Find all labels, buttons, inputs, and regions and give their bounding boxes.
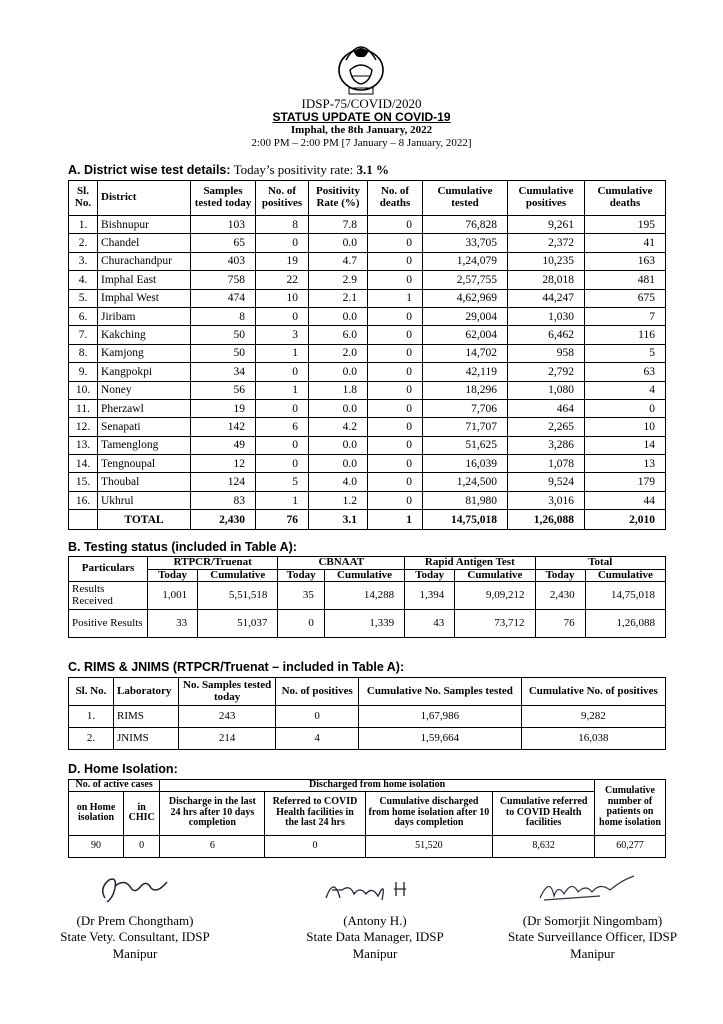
table-cell: 34 <box>191 363 256 381</box>
table-cell: 11. <box>69 399 98 417</box>
table-cell: 16,038 <box>521 728 665 750</box>
group-cbnaat: CBNAAT <box>278 557 405 570</box>
column-header: Cumulative No. Samples tested <box>359 678 521 706</box>
table-cell: 1,078 <box>508 455 585 473</box>
table-cell: 6 <box>256 418 309 436</box>
table-cell: 8,632 <box>493 835 595 857</box>
col-samples: Samples tested today <box>191 181 256 216</box>
table-cell: 103 <box>191 216 256 234</box>
subheader-today: Today <box>148 569 198 582</box>
group-total: Total <box>535 557 665 570</box>
table-row <box>69 728 666 750</box>
table-cell: 14,702 <box>423 344 508 362</box>
table-cell: 35 <box>278 582 325 610</box>
table-cell: Jiribam <box>98 307 191 325</box>
table-cell: 3,016 <box>508 491 585 509</box>
table-cell: 179 <box>585 473 666 491</box>
table-cell: 4 <box>276 728 359 750</box>
total-cell: 2,010 <box>585 510 666 530</box>
table-cell: 464 <box>508 399 585 417</box>
table-row <box>69 381 666 399</box>
table-cell: 2. <box>69 728 114 750</box>
table-cell: 44,247 <box>508 289 585 307</box>
table-cell: 51,037 <box>198 610 278 638</box>
table-cell: 19 <box>256 252 309 270</box>
table-cell: 6. <box>69 307 98 325</box>
total-cell: 14,75,018 <box>423 510 508 530</box>
table-cell: 0 <box>368 271 423 289</box>
total-cell <box>69 510 98 530</box>
table-cell: 1,59,664 <box>359 728 521 750</box>
table-row <box>69 473 666 491</box>
table-cell: 12. <box>69 418 98 436</box>
table-row <box>69 491 666 509</box>
subheader-cumulative: Cumulative <box>585 569 665 582</box>
col-district: District <box>98 181 191 216</box>
table-cell: 4. <box>69 271 98 289</box>
subcolumn-header: Cumulative discharged from home isolation after 10 days completion <box>365 791 493 835</box>
signatory-3 <box>490 913 695 962</box>
table-cell: 1,030 <box>508 307 585 325</box>
discharged-header: Discharged from home isolation <box>160 780 595 792</box>
table-cell: 0.0 <box>309 455 368 473</box>
table-cell: 5 <box>256 473 309 491</box>
total-cell: 1 <box>368 510 423 530</box>
column-header: Cumulative No. of positives <box>521 678 665 706</box>
total-cell: 76 <box>256 510 309 530</box>
signature-prem-chongtham <box>95 868 175 908</box>
table-cell: 12 <box>191 455 256 473</box>
table-row <box>69 610 666 638</box>
table-row <box>69 307 666 325</box>
table-cell: 49 <box>191 436 256 454</box>
table-cell: RIMS <box>114 706 179 728</box>
table-cell: 3 <box>256 326 309 344</box>
subcolumn-header: Discharge in the last 24 hrs after 10 days completion <box>160 791 265 835</box>
table-row <box>69 582 666 610</box>
table-cell: 214 <box>179 728 276 750</box>
group-rat: Rapid Antigen Test <box>405 557 535 570</box>
table-cell: 8 <box>191 307 256 325</box>
table-cell: 14. <box>69 455 98 473</box>
signatory-1 <box>40 913 230 962</box>
table-cell: 2.1 <box>309 289 368 307</box>
table-cell: 7,706 <box>423 399 508 417</box>
table-row <box>69 271 666 289</box>
signatory-1-place: Manipur <box>112 945 158 961</box>
table-cell: 16. <box>69 491 98 509</box>
table-cell: 0 <box>256 436 309 454</box>
table-cell: 1. <box>69 216 98 234</box>
table-cell: 10,235 <box>508 252 585 270</box>
home-isolation-table <box>68 779 666 858</box>
rims-jnims-table <box>68 677 666 750</box>
table-row <box>69 418 666 436</box>
row-label: Results Received <box>69 582 148 610</box>
table-cell: 0 <box>256 399 309 417</box>
table-cell: 0.0 <box>309 399 368 417</box>
table-cell: 0 <box>368 216 423 234</box>
signatory-2 <box>290 913 460 962</box>
table-cell: 0 <box>256 307 309 325</box>
table-cell: 4,62,969 <box>423 289 508 307</box>
subheader-today: Today <box>278 569 325 582</box>
table-cell: 2,57,755 <box>423 271 508 289</box>
table-cell: 60,277 <box>595 835 666 857</box>
table-cell: 83 <box>191 491 256 509</box>
table-cell: 2.9 <box>309 271 368 289</box>
table-cell: 481 <box>585 271 666 289</box>
table-cell: 0 <box>368 252 423 270</box>
table-cell: 163 <box>585 252 666 270</box>
table-cell: 1 <box>256 491 309 509</box>
table-cell: 73,712 <box>455 610 535 638</box>
table-cell: 0 <box>256 363 309 381</box>
table-cell: 15. <box>69 473 98 491</box>
table-cell: 0 <box>124 835 160 857</box>
table-cell: 1,26,088 <box>585 610 665 638</box>
table-cell: 62,004 <box>423 326 508 344</box>
table-cell: 9,524 <box>508 473 585 491</box>
district-test-table <box>68 180 666 530</box>
table-cell: Senapati <box>98 418 191 436</box>
subheader-cumulative: Cumulative <box>324 569 404 582</box>
table-cell: 3. <box>69 252 98 270</box>
table-row <box>69 455 666 473</box>
table-cell: 8 <box>256 216 309 234</box>
subheader-today: Today <box>405 569 455 582</box>
table-cell: 5,51,518 <box>198 582 278 610</box>
signatory-3-designation: State Surveillance Officer, IDSP <box>508 929 677 945</box>
table-cell: 9. <box>69 363 98 381</box>
total-cell: TOTAL <box>98 510 191 530</box>
table-cell: 7.8 <box>309 216 368 234</box>
table-cell: 6 <box>160 835 265 857</box>
table-cell: 0.0 <box>309 234 368 252</box>
section-b-heading: B. Testing status (included in Table A): <box>68 540 297 554</box>
table-cell: 71,707 <box>423 418 508 436</box>
table-cell: Churachandpur <box>98 252 191 270</box>
table-cell: 3,286 <box>508 436 585 454</box>
table-cell: 1 <box>368 289 423 307</box>
table-cell: 13 <box>585 455 666 473</box>
signatory-3-name: (Dr Somorjit Ningombam) <box>522 913 663 928</box>
table-cell: 0 <box>368 436 423 454</box>
table-cell: 9,09,212 <box>455 582 535 610</box>
document-reference: IDSP-75/COVID/2020 <box>301 96 422 111</box>
table-cell: 43 <box>405 610 455 638</box>
table-cell: 0 <box>368 455 423 473</box>
section-d-heading: D. Home Isolation: <box>68 762 178 776</box>
table-cell: 0 <box>368 307 423 325</box>
column-header: Laboratory <box>114 678 179 706</box>
table-cell: 50 <box>191 344 256 362</box>
column-header: Sl. No. <box>69 678 114 706</box>
subheader-cumulative: Cumulative <box>198 569 278 582</box>
total-cell: 1,26,088 <box>508 510 585 530</box>
table-cell: Ukhrul <box>98 491 191 509</box>
table-cell: 1,080 <box>508 381 585 399</box>
table-row <box>69 234 666 252</box>
table-cell: 1,339 <box>324 610 404 638</box>
signatory-2-name: (Antony H.) <box>343 913 407 928</box>
table-cell: 1. <box>69 706 114 728</box>
table-cell: 14,75,018 <box>585 582 665 610</box>
table-row <box>69 289 666 307</box>
table-cell: 0 <box>368 326 423 344</box>
testing-status-table <box>68 556 666 638</box>
table-cell: 4.0 <box>309 473 368 491</box>
table-cell: 1,67,986 <box>359 706 521 728</box>
table-cell: 9,282 <box>521 706 665 728</box>
table-cell: Chandel <box>98 234 191 252</box>
column-header: No. Samples tested today <box>179 678 276 706</box>
table-cell: 0 <box>368 381 423 399</box>
time-line: 2:00 PM – 2:00 PM [7 January – 8 January, 2022] <box>251 137 472 149</box>
table-cell: 18,296 <box>423 381 508 399</box>
table-cell: 0 <box>265 835 365 857</box>
table-cell: 14 <box>585 436 666 454</box>
table-cell: 5. <box>69 289 98 307</box>
table-cell: 1.8 <box>309 381 368 399</box>
table-cell: 29,004 <box>423 307 508 325</box>
table-row <box>69 344 666 362</box>
section-c-heading: C. RIMS & JNIMS (RTPCR/Truenat – included in Table A): <box>68 660 405 674</box>
table-cell: Kangpokpi <box>98 363 191 381</box>
table-cell: 41 <box>585 234 666 252</box>
table-cell: 76 <box>535 610 585 638</box>
table-cell: 33 <box>148 610 198 638</box>
table-cell: 28,018 <box>508 271 585 289</box>
table-cell: 19 <box>191 399 256 417</box>
table-cell: 0 <box>256 234 309 252</box>
table-cell: 22 <box>256 271 309 289</box>
table-cell: 8. <box>69 344 98 362</box>
table-cell: 13. <box>69 436 98 454</box>
table-cell: 7. <box>69 326 98 344</box>
table-cell: 0 <box>368 399 423 417</box>
table-cell: 1 <box>256 344 309 362</box>
table-cell: 9,261 <box>508 216 585 234</box>
row-label: Positive Results <box>69 610 148 638</box>
table-cell: 0 <box>368 363 423 381</box>
table-cell: 958 <box>508 344 585 362</box>
table-cell: Bishnupur <box>98 216 191 234</box>
col-rate: Positivity Rate (%) <box>309 181 368 216</box>
col-cum-deaths: Cumulative deaths <box>585 181 666 216</box>
signatory-1-designation: State Vety. Consultant, IDSP <box>60 929 210 945</box>
table-cell: 142 <box>191 418 256 436</box>
table-cell: JNIMS <box>114 728 179 750</box>
table-cell: Thoubal <box>98 473 191 491</box>
table-cell: 81,980 <box>423 491 508 509</box>
table-cell: 16,039 <box>423 455 508 473</box>
group-rtpcr: RTPCR/Truenat <box>148 557 278 570</box>
signatory-2-designation: State Data Manager, IDSP <box>306 929 444 945</box>
table-cell: 2,372 <box>508 234 585 252</box>
subheader-cumulative: Cumulative <box>455 569 535 582</box>
col-cum-positives: Cumulative positives <box>508 181 585 216</box>
table-cell: 2,430 <box>535 582 585 610</box>
table-cell: 10 <box>256 289 309 307</box>
subheader-today: Today <box>535 569 585 582</box>
table-cell: 2,265 <box>508 418 585 436</box>
table-cell: 0 <box>368 491 423 509</box>
table-cell: 6.0 <box>309 326 368 344</box>
total-row <box>69 510 666 530</box>
table-cell: 1,001 <box>148 582 198 610</box>
table-cell: 76,828 <box>423 216 508 234</box>
table-cell: 42,119 <box>423 363 508 381</box>
signatory-1-name: (Dr Prem Chongtham) <box>76 913 194 928</box>
cumulative-patients-header: Cumulative number of patients on home isolation <box>595 780 666 836</box>
table-cell: 5 <box>585 344 666 362</box>
table-cell: 63 <box>585 363 666 381</box>
table-cell: 4.2 <box>309 418 368 436</box>
table-cell: 0.0 <box>309 436 368 454</box>
col-deaths: No. of deaths <box>368 181 423 216</box>
table-cell: Imphal West <box>98 289 191 307</box>
subcolumn-header: in CHIC <box>124 791 160 835</box>
table-cell: 124 <box>191 473 256 491</box>
table-row <box>69 363 666 381</box>
signature-antony <box>320 872 420 906</box>
table-cell: 0 <box>368 418 423 436</box>
table-cell: 0 <box>585 399 666 417</box>
table-cell: 0 <box>368 234 423 252</box>
table-cell: 33,705 <box>423 234 508 252</box>
table-cell: 44 <box>585 491 666 509</box>
table-cell: 50 <box>191 326 256 344</box>
table-cell: 2,792 <box>508 363 585 381</box>
subcolumn-header: Cumulative referred to COVID Health facilities <box>493 791 595 835</box>
active-cases-header: No. of active cases <box>69 780 160 792</box>
table-cell: 10 <box>585 418 666 436</box>
table-cell: 65 <box>191 234 256 252</box>
table-cell: 1,24,079 <box>423 252 508 270</box>
table-cell: 51,625 <box>423 436 508 454</box>
total-cell: 3.1 <box>309 510 368 530</box>
col-sl: Sl. No. <box>69 181 98 216</box>
subcolumn-header: on Home isolation <box>69 791 124 835</box>
table-cell: 7 <box>585 307 666 325</box>
table-cell: 1 <box>256 381 309 399</box>
table-cell: 51,520 <box>365 835 493 857</box>
table-cell: Pherzawl <box>98 399 191 417</box>
table-cell: 403 <box>191 252 256 270</box>
table-cell: 758 <box>191 271 256 289</box>
table-cell: Imphal East <box>98 271 191 289</box>
table-cell: 0.0 <box>309 307 368 325</box>
particulars-header: Particulars <box>69 557 148 582</box>
table-cell: 10. <box>69 381 98 399</box>
table-cell: 4 <box>585 381 666 399</box>
table-cell: 195 <box>585 216 666 234</box>
table-cell: 675 <box>585 289 666 307</box>
table-cell: Noney <box>98 381 191 399</box>
table-cell: Kamjong <box>98 344 191 362</box>
table-cell: 14,288 <box>324 582 404 610</box>
table-cell: 474 <box>191 289 256 307</box>
table-cell: 0.0 <box>309 363 368 381</box>
total-cell: 2,430 <box>191 510 256 530</box>
state-emblem-logo <box>332 30 390 96</box>
table-row <box>69 216 666 234</box>
table-cell: Tamenglong <box>98 436 191 454</box>
table-row <box>69 252 666 270</box>
table-row <box>69 326 666 344</box>
column-header: No. of positives <box>276 678 359 706</box>
col-positives: No. of positives <box>256 181 309 216</box>
signatory-2-place: Manipur <box>352 945 398 961</box>
table-cell: Tengnoupal <box>98 455 191 473</box>
table-cell: 0 <box>368 344 423 362</box>
signatory-3-place: Manipur <box>570 945 615 961</box>
table-cell: 116 <box>585 326 666 344</box>
table-cell: 2.0 <box>309 344 368 362</box>
table-cell: 0 <box>256 455 309 473</box>
table-row <box>69 706 666 728</box>
table-cell: 6,462 <box>508 326 585 344</box>
table-cell: 0 <box>276 706 359 728</box>
table-cell: 243 <box>179 706 276 728</box>
subcolumn-header: Referred to COVID Health facilities in the last 24 hrs <box>265 791 365 835</box>
col-cum-tested: Cumulative tested <box>423 181 508 216</box>
table-row <box>69 436 666 454</box>
table-cell: 1.2 <box>309 491 368 509</box>
section-a-heading: A. District wise test details: Today’s positivity rate: 3.1 % <box>68 162 390 177</box>
signature-somorjit <box>530 870 640 908</box>
date-line: Imphal, the 8th January, 2022 <box>290 124 433 136</box>
table-cell: Kakching <box>98 326 191 344</box>
table-cell: 56 <box>191 381 256 399</box>
table-cell: 1,24,500 <box>423 473 508 491</box>
table-cell: 2. <box>69 234 98 252</box>
table-cell: 90 <box>69 835 124 857</box>
document-title: STATUS UPDATE ON COVID-19 <box>272 110 451 124</box>
table-cell: 0 <box>278 610 325 638</box>
table-row <box>69 399 666 417</box>
table-cell: 4.7 <box>309 252 368 270</box>
table-cell: 1,394 <box>405 582 455 610</box>
table-cell: 0 <box>368 473 423 491</box>
